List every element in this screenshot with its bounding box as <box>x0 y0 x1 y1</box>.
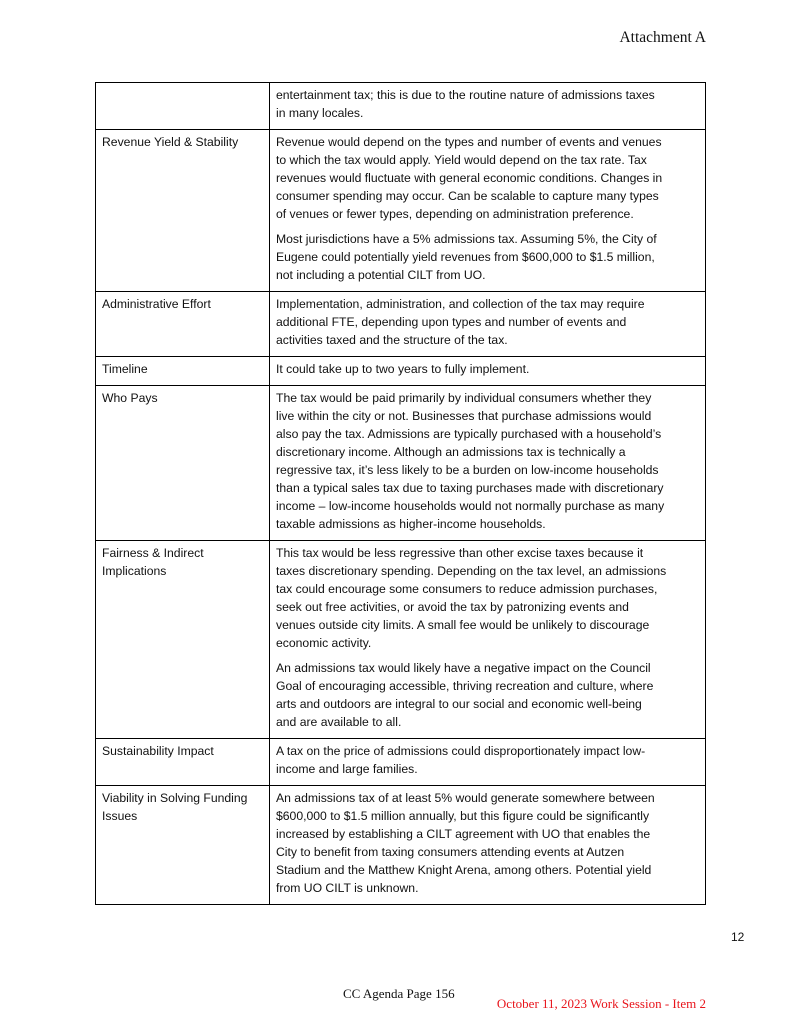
criterion-description <box>270 357 706 386</box>
label-line: Timeline <box>102 362 148 376</box>
criterion-label <box>96 357 270 386</box>
table-row <box>96 130 706 292</box>
criterion-description <box>270 739 706 786</box>
text-line: taxable admissions as higher-income households. <box>276 517 546 531</box>
table-row <box>96 739 706 786</box>
text-line: in many locales. <box>276 106 364 120</box>
paragraph <box>276 133 699 223</box>
page-number: 12 <box>731 930 745 944</box>
criterion-description <box>270 541 706 739</box>
text-line: additional FTE, depending upon types and number of events and <box>276 315 627 329</box>
text-line: Stadium and the Matthew Knight Arena, among others. Potential yield <box>276 863 652 877</box>
label-line: Sustainability Impact <box>102 744 214 758</box>
text-line: of venues or fewer types, depending on administration preference. <box>276 207 634 221</box>
paragraph <box>276 295 699 349</box>
criterion-description <box>270 292 706 357</box>
text-line: not including a potential CILT from UO. <box>276 268 486 282</box>
text-line: Revenue would depend on the types and number of events and venues <box>276 135 662 149</box>
text-line: arts and outdoors are integral to our social and economic well-being <box>276 697 642 711</box>
work-session-footer: October 11, 2023 Work Session - Item 2 <box>496 996 706 1011</box>
text-line: City to benefit from taxing consumers attending events at Autzen <box>276 845 625 859</box>
text-line: discretionary income. Although an admissions tax is technically a <box>276 445 626 459</box>
text-line: economic activity. <box>276 636 372 650</box>
paragraph <box>276 544 699 652</box>
table-row <box>96 786 706 905</box>
paragraph <box>276 86 699 122</box>
tax-evaluation-table <box>95 82 706 905</box>
text-line: The tax would be paid primarily by individual consumers whether they <box>276 391 652 405</box>
label-line: Administrative Effort <box>102 297 211 311</box>
label-line: Implications <box>102 564 167 578</box>
text-line: activities taxed and the structure of the tax. <box>276 333 508 347</box>
label-line: Viability in Solving Funding <box>102 791 248 805</box>
text-line: Goal of encouraging accessible, thriving recreation and culture, where <box>276 679 654 693</box>
text-line: from UO CILT is unknown. <box>276 881 419 895</box>
criterion-label <box>96 292 270 357</box>
text-line: entertainment tax; this is due to the routine nature of admissions taxes <box>276 88 655 102</box>
text-line: Implementation, administration, and collection of the tax may require <box>276 297 645 311</box>
text-line: taxes discretionary spending. Depending on the tax level, an admissions <box>276 564 667 578</box>
text-line: Most jurisdictions have a 5% admissions tax. Assuming 5%, the City of <box>276 232 657 246</box>
attachment-header: Attachment A <box>619 29 706 46</box>
text-line: live within the city or not. Businesses that purchase admissions would <box>276 409 652 423</box>
text-line: A tax on the price of admissions could disproportionately impact low- <box>276 744 646 758</box>
text-line: than a typical sales tax due to taxing purchases made with discretionary <box>276 481 664 495</box>
text-line: consumer spending may occur. Can be scalable to capture many types <box>276 189 659 203</box>
text-line: regressive tax, it’s less likely to be a burden on low-income households <box>276 463 659 477</box>
criterion-label <box>96 739 270 786</box>
text-line: also pay the tax. Admissions are typically purchased with a household’s <box>276 427 662 441</box>
text-line: An admissions tax of at least 5% would generate somewhere between <box>276 791 655 805</box>
criterion-description <box>270 83 706 130</box>
paragraph <box>276 742 699 778</box>
table-row <box>96 357 706 386</box>
label-line: Who Pays <box>102 391 158 405</box>
text-line: This tax would be less regressive than other excise taxes because it <box>276 546 644 560</box>
text-line: venues outside city limits. A small fee would be unlikely to discourage <box>276 618 650 632</box>
text-line: tax could encourage some consumers to reduce admission purchases, <box>276 582 658 596</box>
text-line: to which the tax would apply. Yield would depend on the tax rate. Tax <box>276 153 647 167</box>
paragraph <box>276 360 699 378</box>
text-line: $600,000 to $1.5 million annually, but this figure could be significantly <box>276 809 650 823</box>
criterion-label <box>96 386 270 541</box>
criterion-description <box>270 386 706 541</box>
label-line: Issues <box>102 809 138 823</box>
criterion-label <box>96 541 270 739</box>
table-row <box>96 541 706 739</box>
text-line: increased by establishing a CILT agreement with UO that enables the <box>276 827 651 841</box>
criterion-description <box>270 130 706 292</box>
paragraph <box>276 230 699 284</box>
text-line: seek out free activities, or avoid the tax by patronizing events and <box>276 600 629 614</box>
text-line: It could take up to two years to fully implement. <box>276 362 530 376</box>
criterion-description <box>270 786 706 905</box>
label-line: Fairness & Indirect <box>102 546 204 560</box>
text-line: income – low-income households would not normally purchase as many <box>276 499 665 513</box>
table-row <box>96 83 706 130</box>
criterion-label <box>96 83 270 130</box>
paragraph <box>276 789 699 897</box>
table-row <box>96 292 706 357</box>
criterion-label <box>96 130 270 292</box>
text-line: An admissions tax would likely have a negative impact on the Council <box>276 661 651 675</box>
criterion-label <box>96 786 270 905</box>
text-line: income and large families. <box>276 762 418 776</box>
text-line: Eugene could potentially yield revenues from $600,000 to $1.5 million, <box>276 250 655 264</box>
paragraph <box>276 389 699 533</box>
paragraph <box>276 659 699 731</box>
agenda-page-footer: CC Agenda Page 156 <box>343 986 455 1001</box>
text-line: and are available to all. <box>276 715 402 729</box>
table-row <box>96 386 706 541</box>
label-line: Revenue Yield & Stability <box>102 135 239 149</box>
text-line: revenues would fluctuate with general economic conditions. Changes in <box>276 171 663 185</box>
